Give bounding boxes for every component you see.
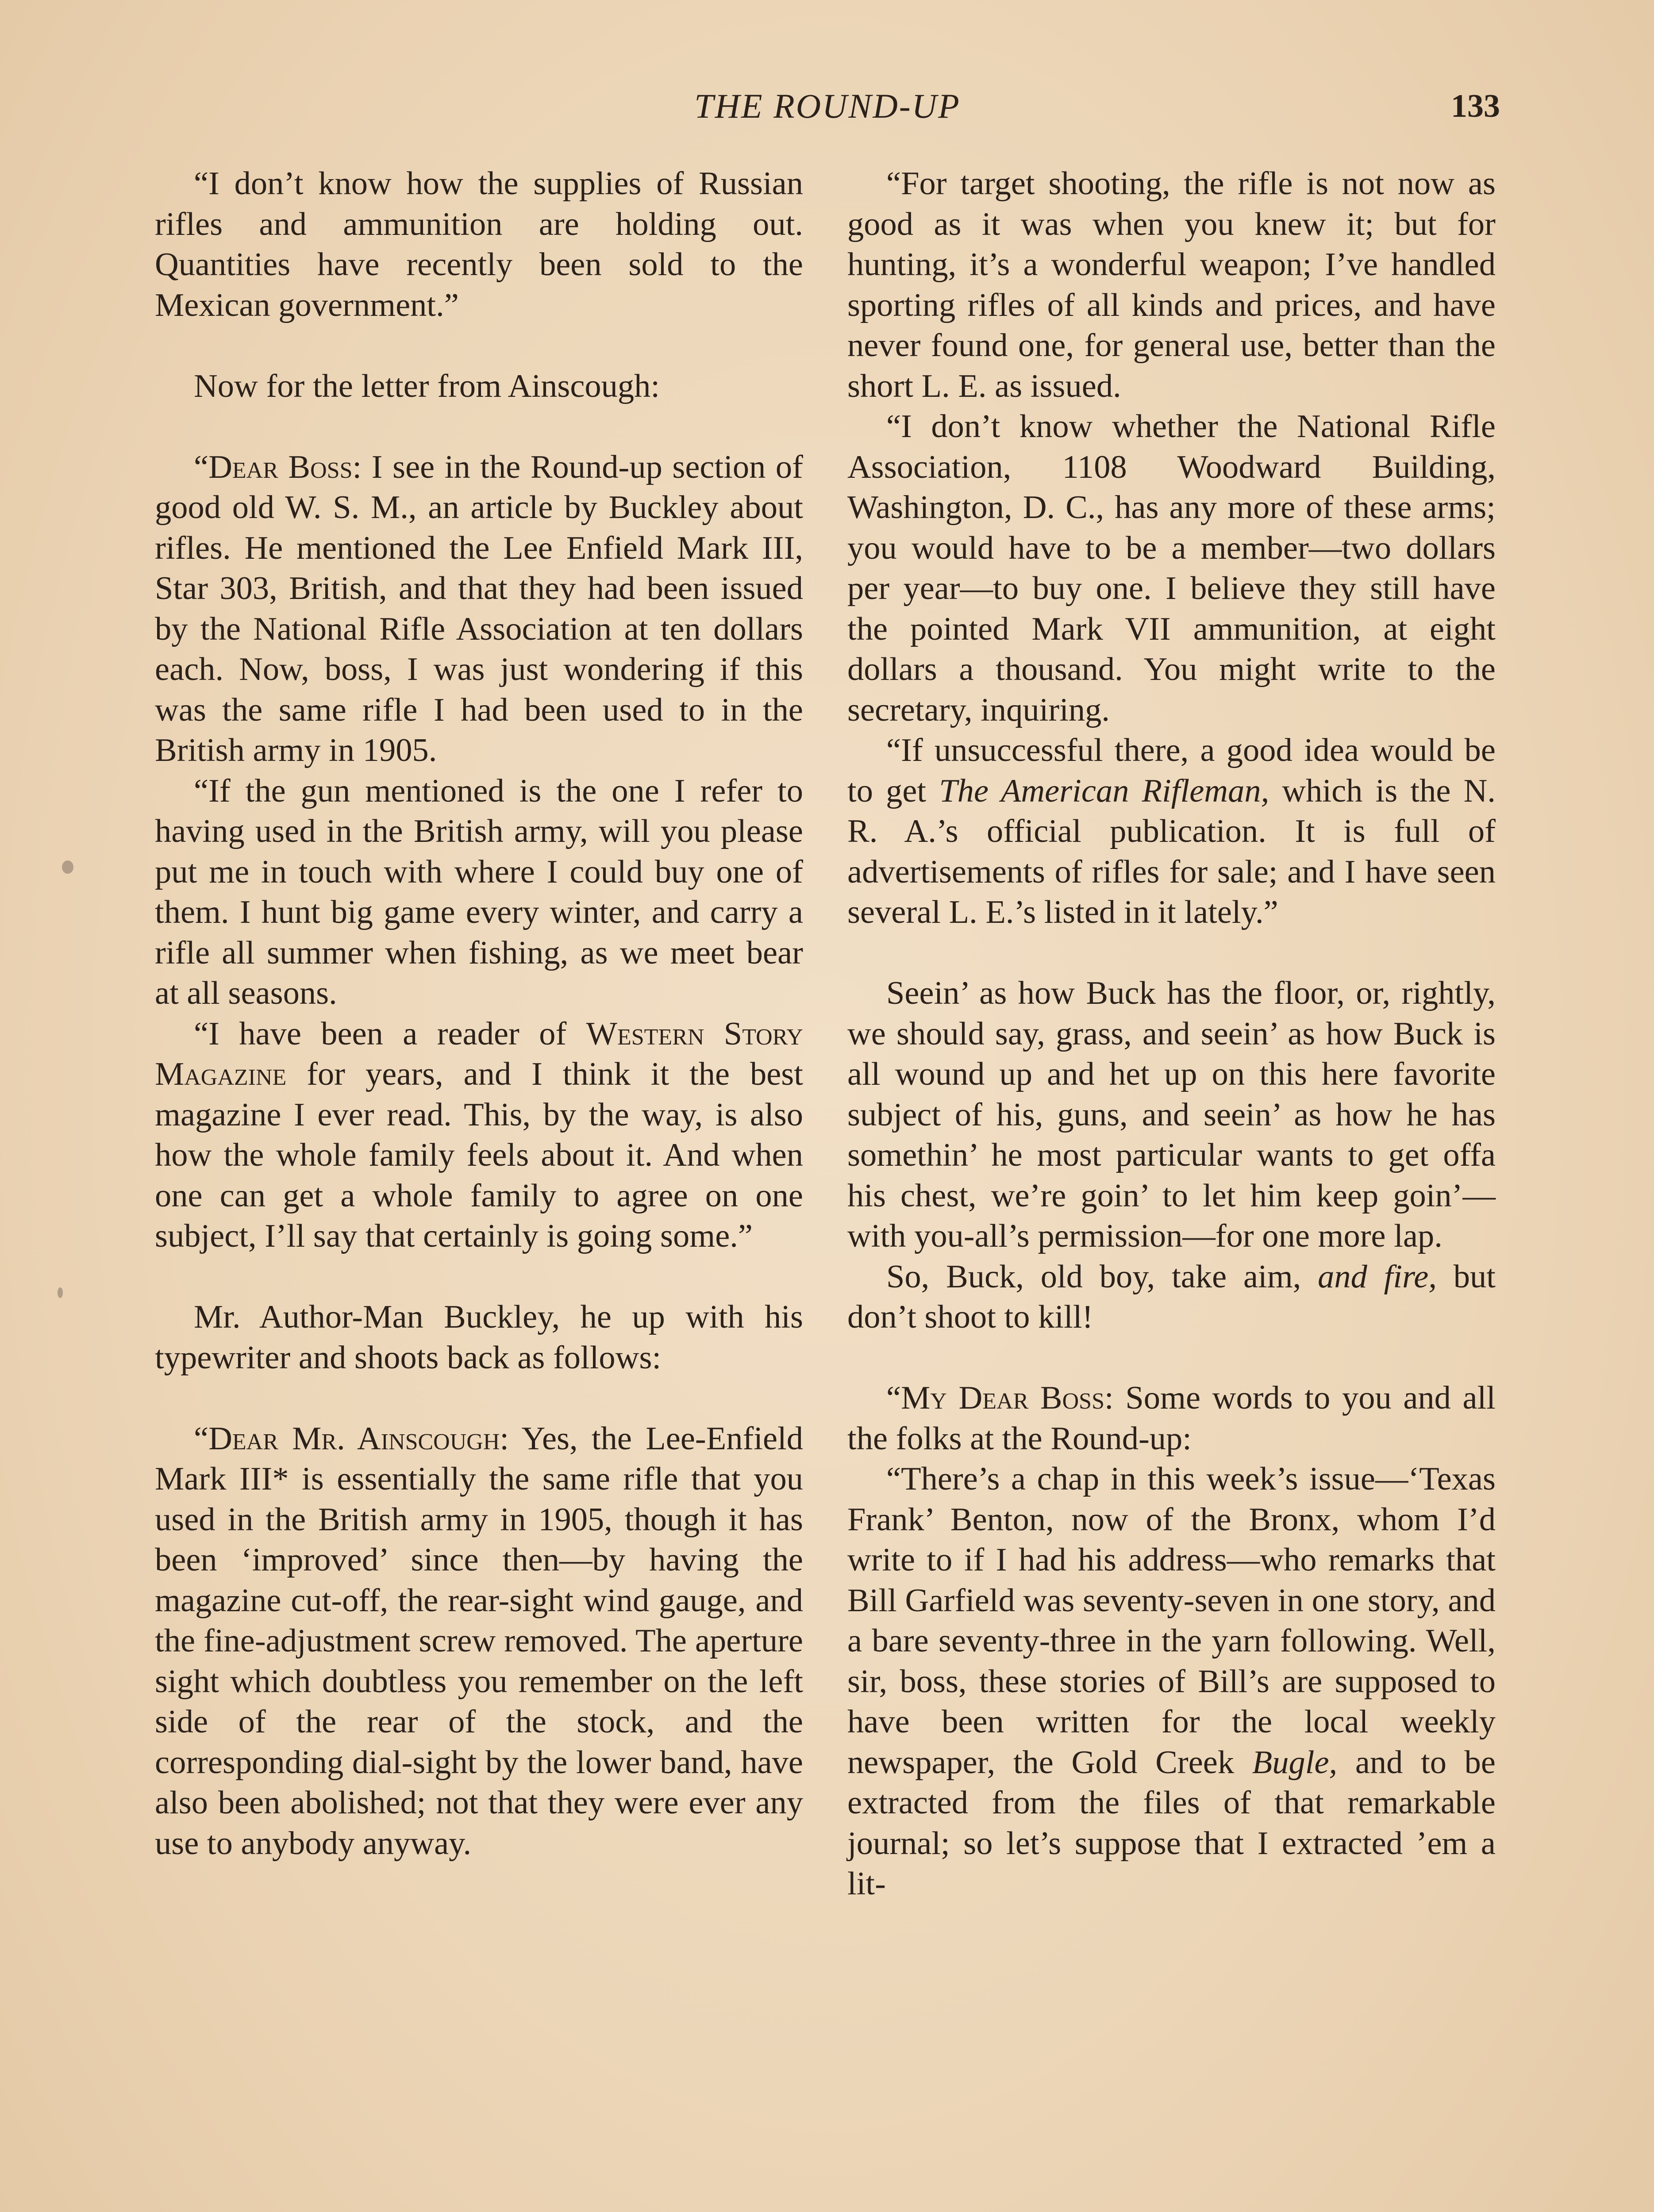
publication-title: The American Rifleman, — [939, 772, 1269, 809]
paragraph: “I don’t know whether the National Rifle Association, 1108 Woodward Building, Washington, D. C., has any more of these arms; you would have to be a member—two dollars per year—to buy one. I believe they still have the pointed Mark VII ammunition, at eight dollars a thousand. You might write to the secretary, inquiring. — [847, 408, 1496, 728]
paragraph: “I don’t know how the supplies of Russian rifles and ammunition are holding out. Quantities have recently been sold to the Mexican government.” — [155, 165, 803, 323]
paragraph: “If unsuccessful there, a good idea would be to get The American Rifleman, which is the N. R. A.’s official publication. It is full of advertisements of rifles for sale; and I have seen several L. E.’s listed in it lately.” — [847, 732, 1496, 930]
paragraph: Now for the letter from Ainscough: — [194, 368, 660, 404]
letter-paragraph: “Dear Mr. Ainscough: Yes, the Lee-Enfield Mark III* is essentially the same rifle that you used in the British army in 1905, though it has been ‘improved’ since then—by having the magazine cut-off, the rear-sight wind gauge, and the fine-adjustment screw removed. The aperture sight which doubtless you remember on the left side of the rear of the stock, and the corresponding dial-sight by the lower band, have also been abolished; not that they were ever any use to anybody anyway. — [155, 1420, 803, 1862]
paper-speck — [62, 860, 73, 874]
paragraph: “If the gun mentioned is the one I refer to having used in the British army, will you please put me in touch with where I could buy one of them. I hunt big game every winter, and carry a rifle all summer when fishing, as we meet bear at all seasons. — [155, 772, 803, 1011]
paragraph: “There’s a chap in this week’s issue—‘Texas Frank’ Benton, now of the Bronx, whom I’d write to if I had his address—who remarks that Bill Garfield was seventy-seven in one story, and a bare seventy-three in the yarn following. Well, sir, boss, these stories of Bill’s are supposed to have been written for the local weekly newspaper, the Gold Creek Bugle, and to be extracted from the files of that remarkable journal; so let’s suppose that I extracted ’em a lit- — [847, 1461, 1496, 1902]
running-title: THE ROUND-UP — [694, 87, 961, 125]
magazine-name: Western Story Magazine — [155, 1015, 803, 1092]
emphasis: and fire, — [1318, 1258, 1437, 1295]
paper-speck — [58, 1287, 63, 1298]
page-number: 133 — [1451, 88, 1500, 124]
salutation: “Dear Boss — [194, 449, 353, 485]
newspaper-name: Bugle, — [1252, 1744, 1338, 1781]
paragraph: “For target shooting, the rifle is not now as good as it was when you knew it; but for hunting, it’s a wonderful weapon; I’ve handled sporting rifles of all kinds and prices, and have never found one, for general use, better than the short L. E. as issued. — [847, 165, 1496, 404]
salutation: “My Dear Boss — [886, 1380, 1105, 1416]
paragraph: “I have been a reader of Western Story Magazine for years, and I think it the best magazine I ever read. This, by the way, is also how the whole family feels about it. And when one can get a whole family to agree on one subject, I’ll say that certainly is going some.” — [155, 1015, 803, 1254]
paragraph: So, Buck, old boy, take aim, and fire, but don’t shoot to kill! — [847, 1258, 1496, 1335]
letter-paragraph: “My Dear Boss: Some words to you and all the folks at the Round-up: — [847, 1380, 1496, 1457]
paragraph: Seein’ as how Buck has the floor, or, rightly, we should say, grass, and seein’ as how Buck is all wound up and het up on this here favorite subject of his, guns, and seein’ as how he has somethin’ he most particular wants to get offa his chest, we’re goin’ to let him keep goin’—with you-all’s permission—for one more lap. — [847, 975, 1496, 1254]
right-column — [847, 164, 1496, 1905]
letter-paragraph: “Dear Boss: I see in the Round-up section of good old W. S. M., an article by Buckley about rifles. He mentioned the Lee Enfield Mark III, Star 303, British, and that they had been issued by the National Rifle Association at ten dollars each. Now, boss, I was just wondering if this was the same rifle I had been used to in the British army in 1905. — [155, 449, 803, 768]
salutation: “Dear Mr. Ainscough — [194, 1420, 500, 1457]
page-header — [0, 84, 1654, 137]
paragraph: Mr. Author-Man Buckley, he up with his typewriter and shoots back as follows: — [155, 1299, 803, 1376]
left-column — [155, 164, 803, 1864]
